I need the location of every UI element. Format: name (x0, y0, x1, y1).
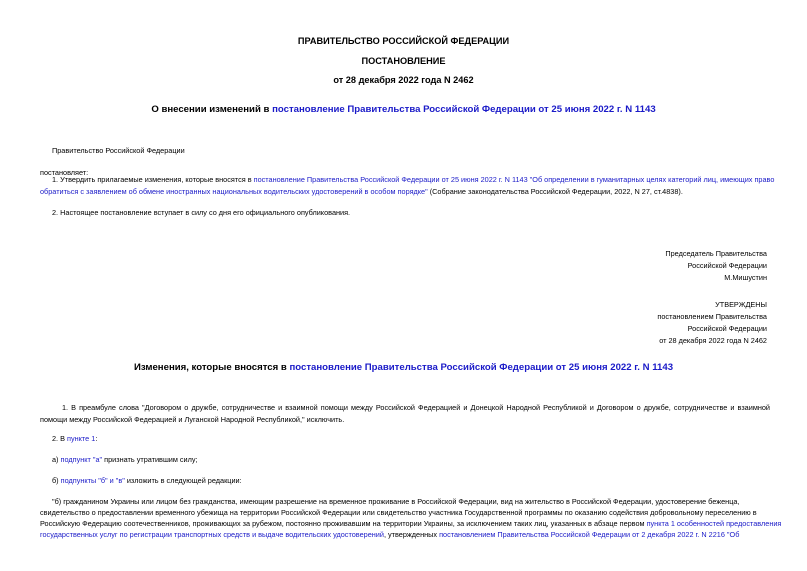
change-b-prefix: б) (52, 476, 61, 485)
changes-title (0, 362, 807, 373)
document-date-number: от 28 декабря 2022 года N 2462 (333, 75, 474, 85)
intro-text: Правительство Российской Федерации (52, 146, 185, 155)
change-2 (52, 433, 97, 445)
subpoint-a-link[interactable]: подпункт "а" (60, 455, 103, 464)
signature-block (665, 248, 767, 284)
approved-label: УТВЕРЖДЕНЫ (715, 300, 767, 309)
document-type-heading: ПОСТАНОВЛЕНИЕ (361, 56, 446, 66)
subpoints-b-v-link[interactable]: подпункты "б" и "в" (60, 476, 125, 485)
paragraph-1-line-1 (52, 174, 774, 186)
approved-date: от 28 декабря 2022 года N 2462 (659, 336, 767, 345)
change-2-prefix: 2. В (52, 434, 68, 443)
change-a (52, 454, 198, 466)
signature-title: Председатель Правительства (665, 249, 767, 258)
change-b (52, 475, 242, 487)
paragraph-1-end: (Собрание законодательства Российской Федерации, 2022, N 27, ст.4838). (427, 187, 683, 196)
point-1-features-link[interactable]: пункта 1 особенностей предоставления (646, 519, 782, 528)
decrees-text: постановляет: (40, 168, 89, 177)
document-title (0, 104, 807, 115)
approved-by: постановлением Правительства (657, 312, 767, 321)
changes-decree-link[interactable]: постановление Правительства Российской Федерации от 25 июня 2022 г. N 1143 (289, 362, 674, 373)
decree-2216-link[interactable]: постановлением Правительства Российской Федерации от 2 декабря 2022 г. N 2216 "Об (439, 530, 740, 539)
change-1: 1. В преамбуле слова "Договором о дружбе, сотрудничестве и взаимной помощи между Российской Федерацией и Донецкой Народной Республикой и Договором о дружбе, сотрудничестве и взаимной помощи между Российской Федерацией и Луганской Народной Республикой," исключить. (40, 403, 770, 424)
paragraph-1-line-2 (40, 186, 683, 198)
change-a-prefix: а) (52, 455, 61, 464)
change-b-suffix: изложить в следующей редакции: (124, 476, 242, 485)
approved-country: Российской Федерации (687, 324, 767, 333)
quote-line-4 (40, 529, 739, 541)
signature-name: М.Мишустин (724, 273, 767, 282)
paragraph-1-text: 1. Утвердить прилагаемые изменения, которые вносятся в (52, 175, 254, 184)
paragraph-2: 2. Настоящее постановление вступает в силу со дня его официального опубликования. (52, 208, 351, 217)
state-services-link[interactable]: государственных услуг по регистрации транспортных средств и выдаче водительских удостоверений (40, 530, 384, 539)
decree-title-link-part2[interactable]: обратиться с заявлением об обмене иностранных национальных водительских удостоверений в особом порядке" (40, 187, 428, 196)
government-heading: ПРАВИТЕЛЬСТВО РОССИЙСКОЙ ФЕДЕРАЦИИ (297, 36, 510, 46)
quote-line-3-text: Российскую Федерацию соотечественников, проживающих за рубежом, постоянно проживавшим на территории Украины, за исключением таких лиц, указанных в абзаце первом (40, 519, 647, 528)
decree-1143-link[interactable]: постановление Правительства Российской Федерации от 25 июня 2022 г. N 1143 (253, 175, 528, 184)
change-a-suffix: признать утратившим силу; (102, 455, 198, 464)
quote-line-2: свидетельство о предоставлении временного убежища на территории Российской Федерации или свидетельство участника Государственной программы по оказанию содействия добровольному переселению в (40, 508, 757, 517)
point-1-link[interactable]: пункте 1 (67, 434, 96, 443)
quote-line-4-text: , утвержденных (383, 530, 440, 539)
decree-title-link-part1[interactable]: "Об определении в гуманитарных целях категорий лиц, имеющих право (527, 175, 775, 184)
document-title-prefix: О внесении изменений в (151, 104, 273, 115)
changes-title-prefix: Изменения, которые вносятся в (133, 362, 290, 373)
quote-line-1: "б) гражданином Украины или лицом без гражданства, имеющим разрешение на временное проживание в Российской Федерации, вид на жительство в Российской Федерации, удостоверение беженца, (52, 497, 740, 506)
approved-block (657, 299, 767, 347)
change-2-suffix: : (95, 434, 98, 443)
signature-country: Российской Федерации (687, 261, 767, 270)
title-decree-link[interactable]: постановление Правительства Российской Федерации от 25 июня 2022 г. N 1143 (272, 104, 656, 115)
